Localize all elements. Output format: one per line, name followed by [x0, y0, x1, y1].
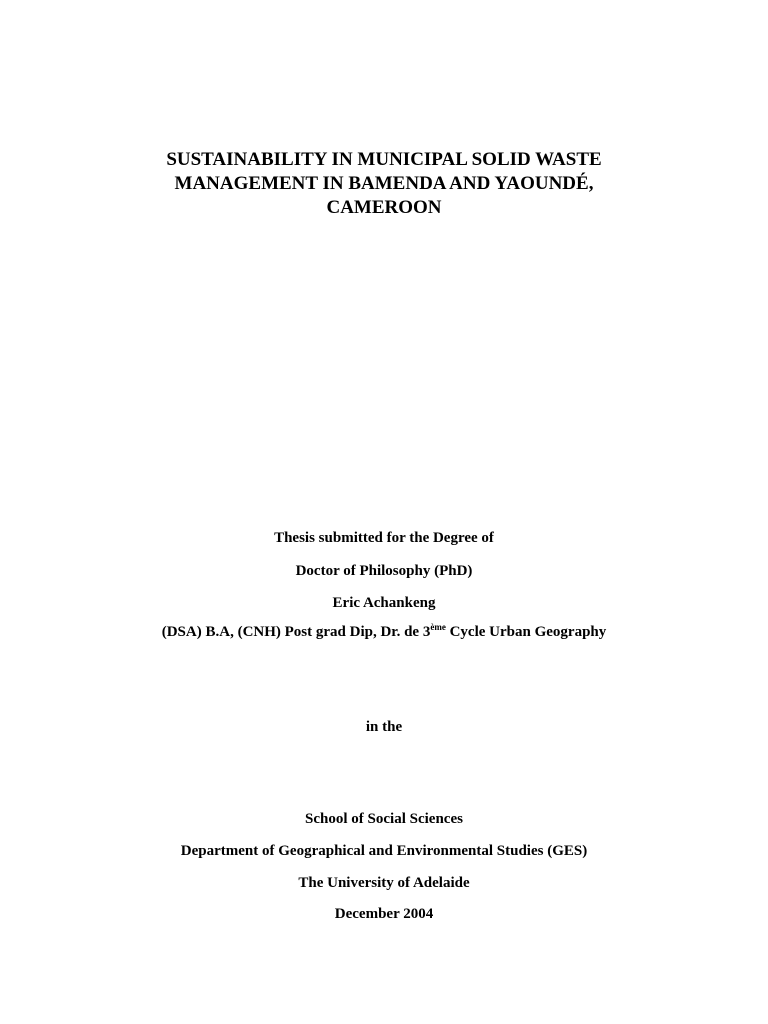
thesis-title [84, 148, 684, 220]
qualifications-text: (DSA) B.A, (CNH) Post grad Dip, Dr. de 3 [161, 624, 431, 640]
submission-date: December 2004 [334, 906, 434, 922]
qualifications-text-end: Cycle Urban Geography [445, 624, 607, 640]
author-name: Eric Achankeng [332, 595, 436, 611]
title-line-2: MANAGEMENT IN BAMENDA AND YAOUNDÉ, [174, 173, 594, 194]
title-line-3: CAMEROON [326, 197, 442, 218]
school-name: School of Social Sciences [305, 811, 463, 827]
university-name: The University of Adelaide [298, 875, 470, 891]
department-name: Department of Geographical and Environmental Studies (GES) [180, 843, 588, 859]
connector-text: in the [365, 719, 403, 735]
degree-name: Doctor of Philosophy (PhD) [295, 563, 473, 579]
title-line-1: SUSTAINABILITY IN MUNICIPAL SOLID WASTE [166, 149, 602, 170]
author-qualifications [0, 623, 768, 641]
submission-statement: Thesis submitted for the Degree of [274, 530, 494, 546]
qualifications-superscript: ème [430, 622, 446, 632]
